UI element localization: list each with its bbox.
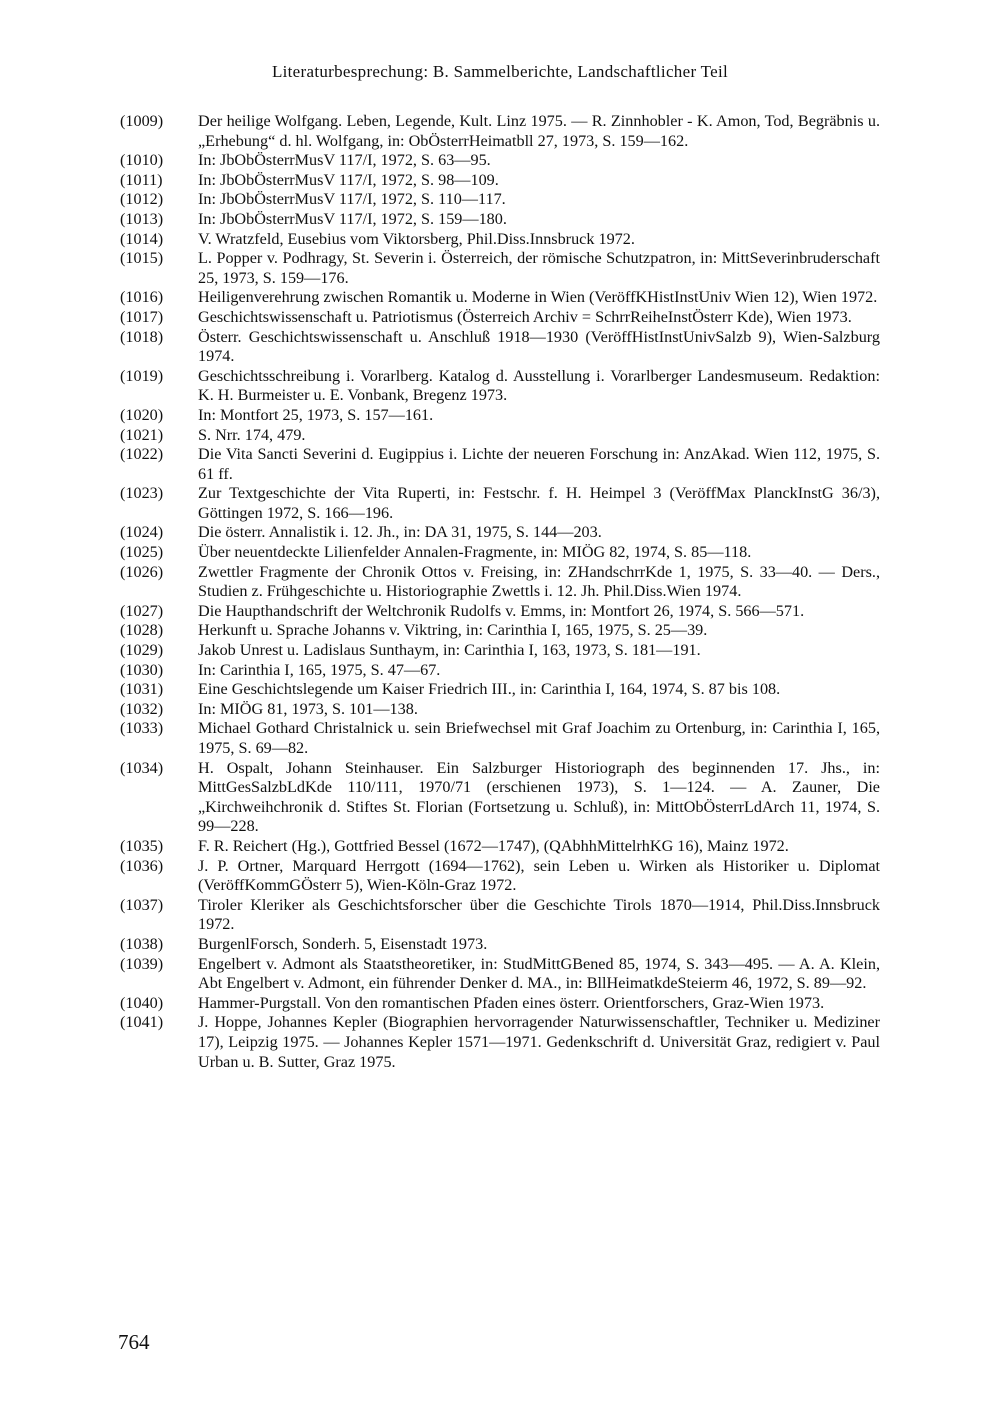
bibliography-entry	[120, 426, 880, 446]
entry-text: Geschichtswissenschaft u. Patriotismus (Österreich Archiv = SchrrReiheInstÖsterr Kde), Wien 1973.	[198, 307, 852, 326]
entry-number: (1010)	[120, 151, 164, 170]
entry-number: (1038)	[120, 934, 164, 953]
entry-number: (1015)	[120, 249, 164, 268]
bibliography-entry	[120, 171, 880, 191]
entry-number: (1014)	[120, 229, 164, 248]
bibliography-entry	[120, 367, 880, 406]
entry-number: (1021)	[120, 425, 164, 444]
entry-number: (1034)	[120, 758, 164, 777]
running-header: Literaturbesprechung: B. Sammelberichte, Landschaftlicher Teil	[271, 62, 729, 81]
bibliography-entry	[120, 249, 880, 288]
bibliography-entry	[120, 230, 880, 250]
entry-text: Der heilige Wolfgang. Leben, Legende, Kult. Linz 1975. — R. Zinnhobler - K. Amon, Tod, Begräbnis u. „Erhebung“ d. hl. Wolfgang, in: ObÖsterrHeimatbll 27, 1973, S. 159—162.	[198, 112, 880, 150]
bibliography-entry	[120, 523, 880, 543]
bibliography-entry	[120, 837, 880, 857]
entry-number: (1013)	[120, 209, 164, 228]
entry-text: In: MIÖG 81, 1973, S. 101—138.	[198, 699, 418, 718]
entry-number: (1016)	[120, 288, 164, 307]
bibliography-entry	[120, 935, 880, 955]
entry-text: Heiligenverehrung zwischen Romantik u. Moderne in Wien (VeröffKHistInstUniv Wien 12), Wien 1972.	[198, 288, 878, 307]
entry-text: J. Hoppe, Johannes Kepler (Biographien hervorragender Naturwissenschaftler, Techniker u. Mediziner 17), Leipzig 1975. — Johannes Kepler 1571—1971. Gedenkschrift d. Universität Graz, redigiert v. Paul Urban u. B. Sutter, Graz 1975.	[198, 1013, 880, 1071]
entry-text: In: JbObÖsterrMusV 117/I, 1972, S. 63—95.	[198, 151, 491, 170]
bibliography-entry	[120, 210, 880, 230]
entry-number: (1040)	[120, 993, 164, 1012]
entry-text: Geschichtsschreibung i. Vorarlberg. Katalog d. Ausstellung i. Vorarlberger Landesmuseum. Redaktion: K. H. Burmeister u. E. Vonbank, Bregenz 1973.	[198, 366, 880, 405]
entry-number: (1027)	[120, 601, 164, 620]
bibliography-entry	[120, 700, 880, 720]
bibliography-entry	[120, 484, 880, 523]
page-number: 764	[118, 1330, 150, 1354]
entry-text: Herkunft u. Sprache Johanns v. Viktring, in: Carinthia I, 165, 1975, S. 25—39.	[198, 621, 708, 640]
bibliography-entry	[120, 445, 880, 484]
bibliography-entry	[120, 994, 880, 1014]
entry-text: H. Ospalt, Johann Steinhauser. Ein Salzburger Historiograph des beginnenden 17. Jhs., in: MittGesSalzbLdKde 110/111, 1970/71 (erschienen 1973), S. 1—124. — A. Zauner, Die „Kirchweihchronik d. Stiftes St. Florian (Fortsetzung u. Schluß), in: MittObÖsterrLdArch 11, 1974, S. 99—228.	[198, 758, 880, 836]
entry-text: S. Nrr. 174, 479.	[198, 425, 306, 444]
entry-text: Eine Geschichtslegende um Kaiser Friedrich III., in: Carinthia I, 164, 1974, S. 87 bis 108.	[198, 680, 781, 699]
entry-number: (1017)	[120, 307, 164, 326]
entry-text: In: JbObÖsterrMusV 117/I, 1972, S. 98—109.	[198, 170, 499, 189]
entry-text: Jakob Unrest u. Ladislaus Sunthaym, in: Carinthia I, 163, 1973, S. 181—191.	[198, 641, 701, 660]
entry-number: (1011)	[120, 170, 163, 189]
entry-text: BurgenlForsch, Sonderh. 5, Eisenstadt 1973.	[198, 934, 488, 953]
entry-number: (1022)	[120, 445, 164, 464]
entry-text: Die Haupthandschrift der Weltchronik Rudolfs v. Emms, in: Montfort 26, 1974, S. 566—571.	[198, 601, 805, 620]
bibliography-entry	[120, 641, 880, 661]
entry-number: (1035)	[120, 836, 164, 855]
bibliography-entry	[120, 661, 880, 681]
bibliography-entry	[120, 112, 880, 151]
entry-text: Engelbert v. Admont als Staatstheoretiker, in: StudMittGBened 85, 1974, S. 343—495. — A. A. Klein, Abt Engelbert v. Admont, ein führender Denker d. MA., in: BllHeimatkdeSteierm 46, 1972, S. 89—92.	[198, 954, 880, 993]
bibliography-entry	[120, 151, 880, 171]
entry-number: (1012)	[120, 190, 164, 209]
entry-number: (1018)	[120, 327, 164, 346]
bibliography-entry	[120, 190, 880, 210]
entry-number: (1019)	[120, 366, 164, 385]
entry-text: Die österr. Annalistik i. 12. Jh., in: DA 31, 1975, S. 144—203.	[198, 523, 602, 542]
entry-number: (1041)	[120, 1013, 164, 1032]
entry-number: (1037)	[120, 895, 164, 914]
bibliography-entry	[120, 543, 880, 563]
entry-text: Tiroler Kleriker als Geschichtsforscher über die Geschichte Tirols 1870—1914, Phil.Diss.Innsbruck 1972.	[198, 895, 880, 934]
bibliography-entry	[120, 896, 880, 935]
bibliography-entry	[120, 1013, 880, 1072]
entry-number: (1025)	[120, 543, 164, 562]
entry-number: (1039)	[120, 954, 164, 973]
bibliography-list	[120, 112, 880, 1072]
entry-number: (1028)	[120, 621, 164, 640]
entry-number: (1026)	[120, 562, 164, 581]
entry-text: L. Popper v. Podhragy, St. Severin i. Österreich, der römische Schutzpatron, in: MittSeverinbruderschaft 25, 1973, S. 159—176.	[198, 249, 880, 287]
entry-text: Zur Textgeschichte der Vita Ruperti, in: Festschr. f. H. Heimpel 3 (VeröffMax PlanckInstG 36/3), Göttingen 1972, S. 166—196.	[198, 484, 880, 522]
bibliography-entry	[120, 308, 880, 328]
entry-text: Hammer-Purgstall. Von den romantischen Pfaden eines österr. Orientforschers, Graz-Wien 1973.	[198, 993, 825, 1012]
entry-number: (1029)	[120, 641, 164, 660]
entry-number: (1024)	[120, 523, 164, 542]
entry-number: (1023)	[120, 484, 164, 503]
entry-text: Über neuentdeckte Lilienfelder Annalen-Fragmente, in: MIÖG 82, 1974, S. 85—118.	[198, 543, 752, 562]
bibliography-entry	[120, 759, 880, 837]
bibliography-entry	[120, 406, 880, 426]
entry-text: In: JbObÖsterrMusV 117/I, 1972, S. 110—117.	[198, 190, 506, 209]
bibliography-entry	[120, 621, 880, 641]
entry-number: (1030)	[120, 660, 164, 679]
entry-text: V. Wratzfeld, Eusebius vom Viktorsberg, Phil.Diss.Innsbruck 1972.	[198, 229, 635, 248]
entry-text: Österr. Geschichtswissenschaft u. Anschluß 1918—1930 (VeröffHistInstUnivSalzb 9), Wien-Salzburg 1974.	[198, 327, 880, 366]
bibliography-entry	[120, 719, 880, 758]
bibliography-entry	[120, 680, 880, 700]
entry-number: (1020)	[120, 405, 164, 424]
entry-text: F. R. Reichert (Hg.), Gottfried Bessel (1672—1747), (QAbhhMittelrhKG 16), Mainz 1972.	[198, 836, 789, 855]
bibliography-entry	[120, 288, 880, 308]
entry-text: J. P. Ortner, Marquard Herrgott (1694—1762), sein Leben u. Wirken als Historiker u. Diplomat (VeröffKommGÖsterr 5), Wien-Köln-Graz 1972.	[198, 856, 880, 895]
bibliography-entry	[120, 328, 880, 367]
entry-number: (1031)	[120, 680, 164, 699]
bibliography-entry	[120, 955, 880, 994]
entry-text: Michael Gothard Christalnick u. sein Briefwechsel mit Graf Joachim zu Ortenburg, in: Carinthia I, 165, 1975, S. 69—82.	[198, 719, 880, 757]
bibliography-entry	[120, 857, 880, 896]
entry-text: In: JbObÖsterrMusV 117/I, 1972, S. 159—180.	[198, 209, 507, 228]
entry-text: Die Vita Sancti Severini d. Eugippius i. Lichte der neueren Forschung in: AnzAkad. Wien 112, 1975, S. 61 ff.	[198, 445, 880, 483]
entry-number: (1036)	[120, 856, 164, 875]
bibliography-entry	[120, 563, 880, 602]
entry-number: (1032)	[120, 699, 164, 718]
entry-number: (1009)	[120, 112, 164, 130]
entry-text: In: Montfort 25, 1973, S. 157—161.	[198, 405, 434, 424]
entry-text: Zwettler Fragmente der Chronik Ottos v. Freising, in: ZHandschrrKde 1, 1975, S. 33—40. — Ders., Studien z. Frühgeschichte u. Historiographie Zwettls i. 12. Jh. Phil.Diss.Wien 1974.	[198, 562, 880, 601]
entry-text: In: Carinthia I, 165, 1975, S. 47—67.	[198, 660, 441, 679]
entry-number: (1033)	[120, 719, 164, 738]
bibliography-entry	[120, 602, 880, 622]
